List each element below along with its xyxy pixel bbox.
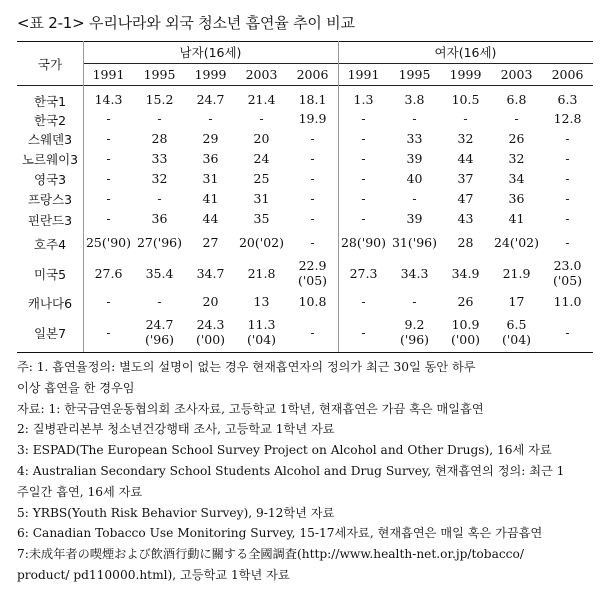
header-bottom-border [17, 85, 593, 86]
male-cell: - [106, 150, 111, 166]
row-country-label: 영국3 [33, 172, 67, 187]
male-cell: 34.7 [196, 265, 225, 281]
female-cell: - [361, 211, 366, 226]
female-cell: - [361, 190, 366, 206]
female-cell: - [412, 294, 417, 309]
female-cell: - [514, 111, 519, 126]
male-cell: 21.4 [247, 92, 276, 107]
male-header: 남자(16세) [179, 45, 242, 60]
female-cell: 31('96) [391, 235, 437, 250]
female-cell: - [565, 170, 570, 186]
note-line: 주: 1. 흡연율정의: 별도의 설명이 없는 경우 현재흡연자의 정의가 최근 30일 동안 하루 [17, 360, 476, 374]
female-cell: 34.9 [451, 265, 480, 281]
male-cell: - [157, 190, 162, 206]
female-cell: 6.3 [557, 92, 578, 107]
male-cell: 20 [253, 130, 270, 146]
male-cell: 22.9 ('05) [297, 258, 328, 288]
male-cell: 35 [253, 211, 270, 226]
female-cell: 33 [406, 130, 423, 146]
male-cell: - [259, 111, 264, 126]
female-cell: - [463, 111, 468, 126]
note-line: 5: YRBS(Youth Risk Behavior Survey), 9-12학년 자료 [17, 505, 335, 520]
female-cell: 3.8 [404, 92, 425, 107]
note-line: 2: 질병관리본부 청소년건강행태 조사, 고등학교 1학년 자료 [17, 422, 335, 437]
female-cell: - [565, 150, 570, 166]
female-cell: - [565, 235, 570, 250]
female-cell: 10.5 [451, 92, 480, 107]
note-line: product/ pd110000.html), 고등학교 1학년 자료 [17, 567, 290, 582]
table-notes [17, 357, 597, 586]
female-cell: 28 [457, 235, 474, 250]
male-cell: 35.4 [145, 265, 174, 281]
female-cell: 32 [457, 130, 474, 146]
male-cell: 11.3 ('04) [246, 317, 277, 347]
male-cell: 41 [202, 190, 219, 206]
female-cell: 26 [457, 294, 474, 309]
male-cell: - [208, 111, 213, 126]
female-cell: 6.8 [506, 92, 527, 107]
male-cell: - [106, 190, 111, 206]
male-year-header: 1999 [194, 67, 227, 82]
male-cell: - [106, 211, 111, 226]
male-cell: 20 [202, 294, 219, 309]
male-cell: - [310, 211, 315, 226]
male-cell: 21.8 [247, 265, 276, 281]
female-header: 여자(16세) [434, 45, 497, 60]
female-cell: 40 [406, 170, 423, 186]
row-country-label: 노르웨이3 [21, 152, 79, 167]
row-country-label: 캐나다6 [27, 295, 73, 311]
male-cell: - [106, 111, 111, 126]
female-cell: 41 [508, 211, 525, 226]
male-cell: 15.2 [145, 92, 174, 107]
female-cell: - [361, 130, 366, 146]
female-cell: 17 [508, 294, 525, 309]
female-cell: - [565, 211, 570, 226]
table-top-border [17, 41, 593, 42]
note-line: 이상 흡연을 한 경우임 [17, 380, 135, 395]
female-year-header: 2006 [551, 67, 584, 82]
male-cell: 36 [202, 150, 219, 166]
female-cell: 12.8 [553, 111, 582, 126]
female-cell: 32 [508, 150, 525, 166]
male-cell: 36 [151, 211, 168, 226]
male-cell: 24.7 [196, 92, 225, 107]
male-cell: - [106, 324, 111, 340]
male-cell: - [157, 111, 162, 126]
row-country-label: 핀란드3 [27, 212, 73, 228]
female-cell: 28('90) [340, 235, 386, 250]
note-line: 4: Australian Secondary School Students Alcohol and Drug Survey, 현재흡연의 정의: 최근 1 [17, 463, 565, 478]
female-cell: 9.2 ('96) [399, 317, 430, 347]
male-cell: - [106, 294, 111, 309]
country-header: 국가 [37, 57, 63, 72]
female-cell: 10.9 ('00) [450, 317, 481, 347]
male-cell: - [310, 324, 315, 340]
female-cell: - [361, 150, 366, 166]
row-country-label: 호주4 [33, 236, 67, 252]
male-cell: 31 [202, 170, 219, 186]
row-country-label: 일본7 [33, 326, 67, 341]
male-cell: 20('02) [238, 235, 284, 250]
female-cell: 36 [508, 190, 525, 206]
note-line: 주일간 흡연, 16세 자료 [17, 484, 143, 499]
female-cell: - [361, 170, 366, 186]
note-line: 6: Canadian Tobacco Use Monitoring Survey, 15-17세자료, 현재흡연은 매일 혹은 가끔흡연 [17, 526, 543, 541]
female-cell: - [565, 324, 570, 340]
male-cell: - [310, 170, 315, 186]
note-line: 자료: 1: 한국금연운동협의회 조사자료, 고등학교 1학년, 현재흡연은 가끔 혹은 매일흡연 [17, 401, 484, 416]
row-country-label: 스웨덴3 [27, 132, 73, 147]
male-cell: 27('96) [136, 235, 182, 250]
female-cell: 34.3 [400, 265, 429, 281]
table-bottom-border [17, 352, 593, 353]
note-line: 3: ESPAD(The European School Survey Project on Alcohol and Other Drugs), 16세 자료 [17, 443, 552, 458]
male-year-header: 1991 [92, 67, 125, 82]
row-country-label: 미국5 [33, 267, 67, 282]
smoking-rate-table [17, 41, 593, 353]
male-cell: 28 [151, 130, 168, 146]
male-cell: 33 [151, 150, 168, 166]
male-cell: - [157, 294, 162, 309]
female-cell: - [565, 190, 570, 206]
female-cell: 39 [406, 150, 423, 166]
male-cell: 31 [253, 190, 270, 206]
female-year-header: 1995 [398, 67, 431, 82]
male-cell: 19.9 [298, 111, 327, 126]
male-cell: 24.3 ('00) [195, 317, 226, 347]
female-cell: - [412, 111, 417, 126]
female-cell: 6.5 ('04) [501, 317, 532, 347]
female-cell: 1.3 [353, 92, 374, 107]
row-country-label: 한국1 [33, 93, 67, 109]
female-cell: 23.0 ('05) [552, 258, 583, 288]
female-cell: - [361, 294, 366, 309]
female-cell: 37 [457, 170, 474, 186]
male-cell: 14.3 [94, 92, 123, 107]
male-cell: - [106, 130, 111, 146]
male-cell: 25('90) [85, 235, 131, 250]
male-cell: - [310, 150, 315, 166]
female-cell: 11.0 [553, 294, 582, 309]
female-year-header: 1991 [347, 67, 380, 82]
female-year-header: 2003 [500, 67, 533, 82]
row-country-label: 프랑스3 [27, 192, 73, 207]
male-cell: 44 [202, 211, 219, 226]
female-cell: - [361, 111, 366, 126]
male-cell: 18.1 [298, 92, 327, 107]
male-cell: 27 [202, 235, 219, 250]
male-cell: 10.8 [298, 294, 327, 309]
row-country-label: 한국2 [33, 112, 67, 128]
female-cell: 26 [508, 130, 525, 146]
table-title: <표 2-1> 우리나라와 외국 청소년 흡연율 추이 비교 [17, 14, 355, 32]
female-cell: 21.9 [502, 265, 531, 281]
female-cell: 24('02) [493, 235, 539, 250]
male-cell: - [310, 235, 315, 250]
male-cell: 29 [202, 130, 219, 146]
female-cell: - [412, 190, 417, 206]
male-year-header: 2006 [296, 67, 329, 82]
male-cell: - [106, 170, 111, 186]
female-cell: 44 [457, 150, 474, 166]
male-cell: 25 [253, 170, 270, 186]
female-cell: 34 [508, 170, 525, 186]
male-year-header: 1995 [143, 67, 176, 82]
male-cell: - [310, 130, 315, 146]
male-cell: - [310, 190, 315, 206]
female-cell: 43 [457, 211, 474, 226]
female-cell: 27.3 [349, 265, 378, 281]
note-line: 7:未成年者の喫煙および飲酒行動に關する全國調査(http://www.health-net.or.jp/tobacco/ [17, 547, 524, 562]
male-cell: 24.7 ('96) [144, 317, 175, 347]
female-cell: 39 [406, 211, 423, 226]
female-cell: 47 [457, 190, 474, 206]
male-cell: 24 [253, 150, 270, 166]
male-cell: 32 [151, 170, 168, 186]
female-cell: - [361, 324, 366, 340]
male-cell: 13 [253, 294, 270, 309]
female-cell: - [565, 130, 570, 146]
male-cell: 27.6 [94, 265, 123, 281]
female-year-header: 1999 [449, 67, 482, 82]
male-year-header: 2003 [245, 67, 278, 82]
